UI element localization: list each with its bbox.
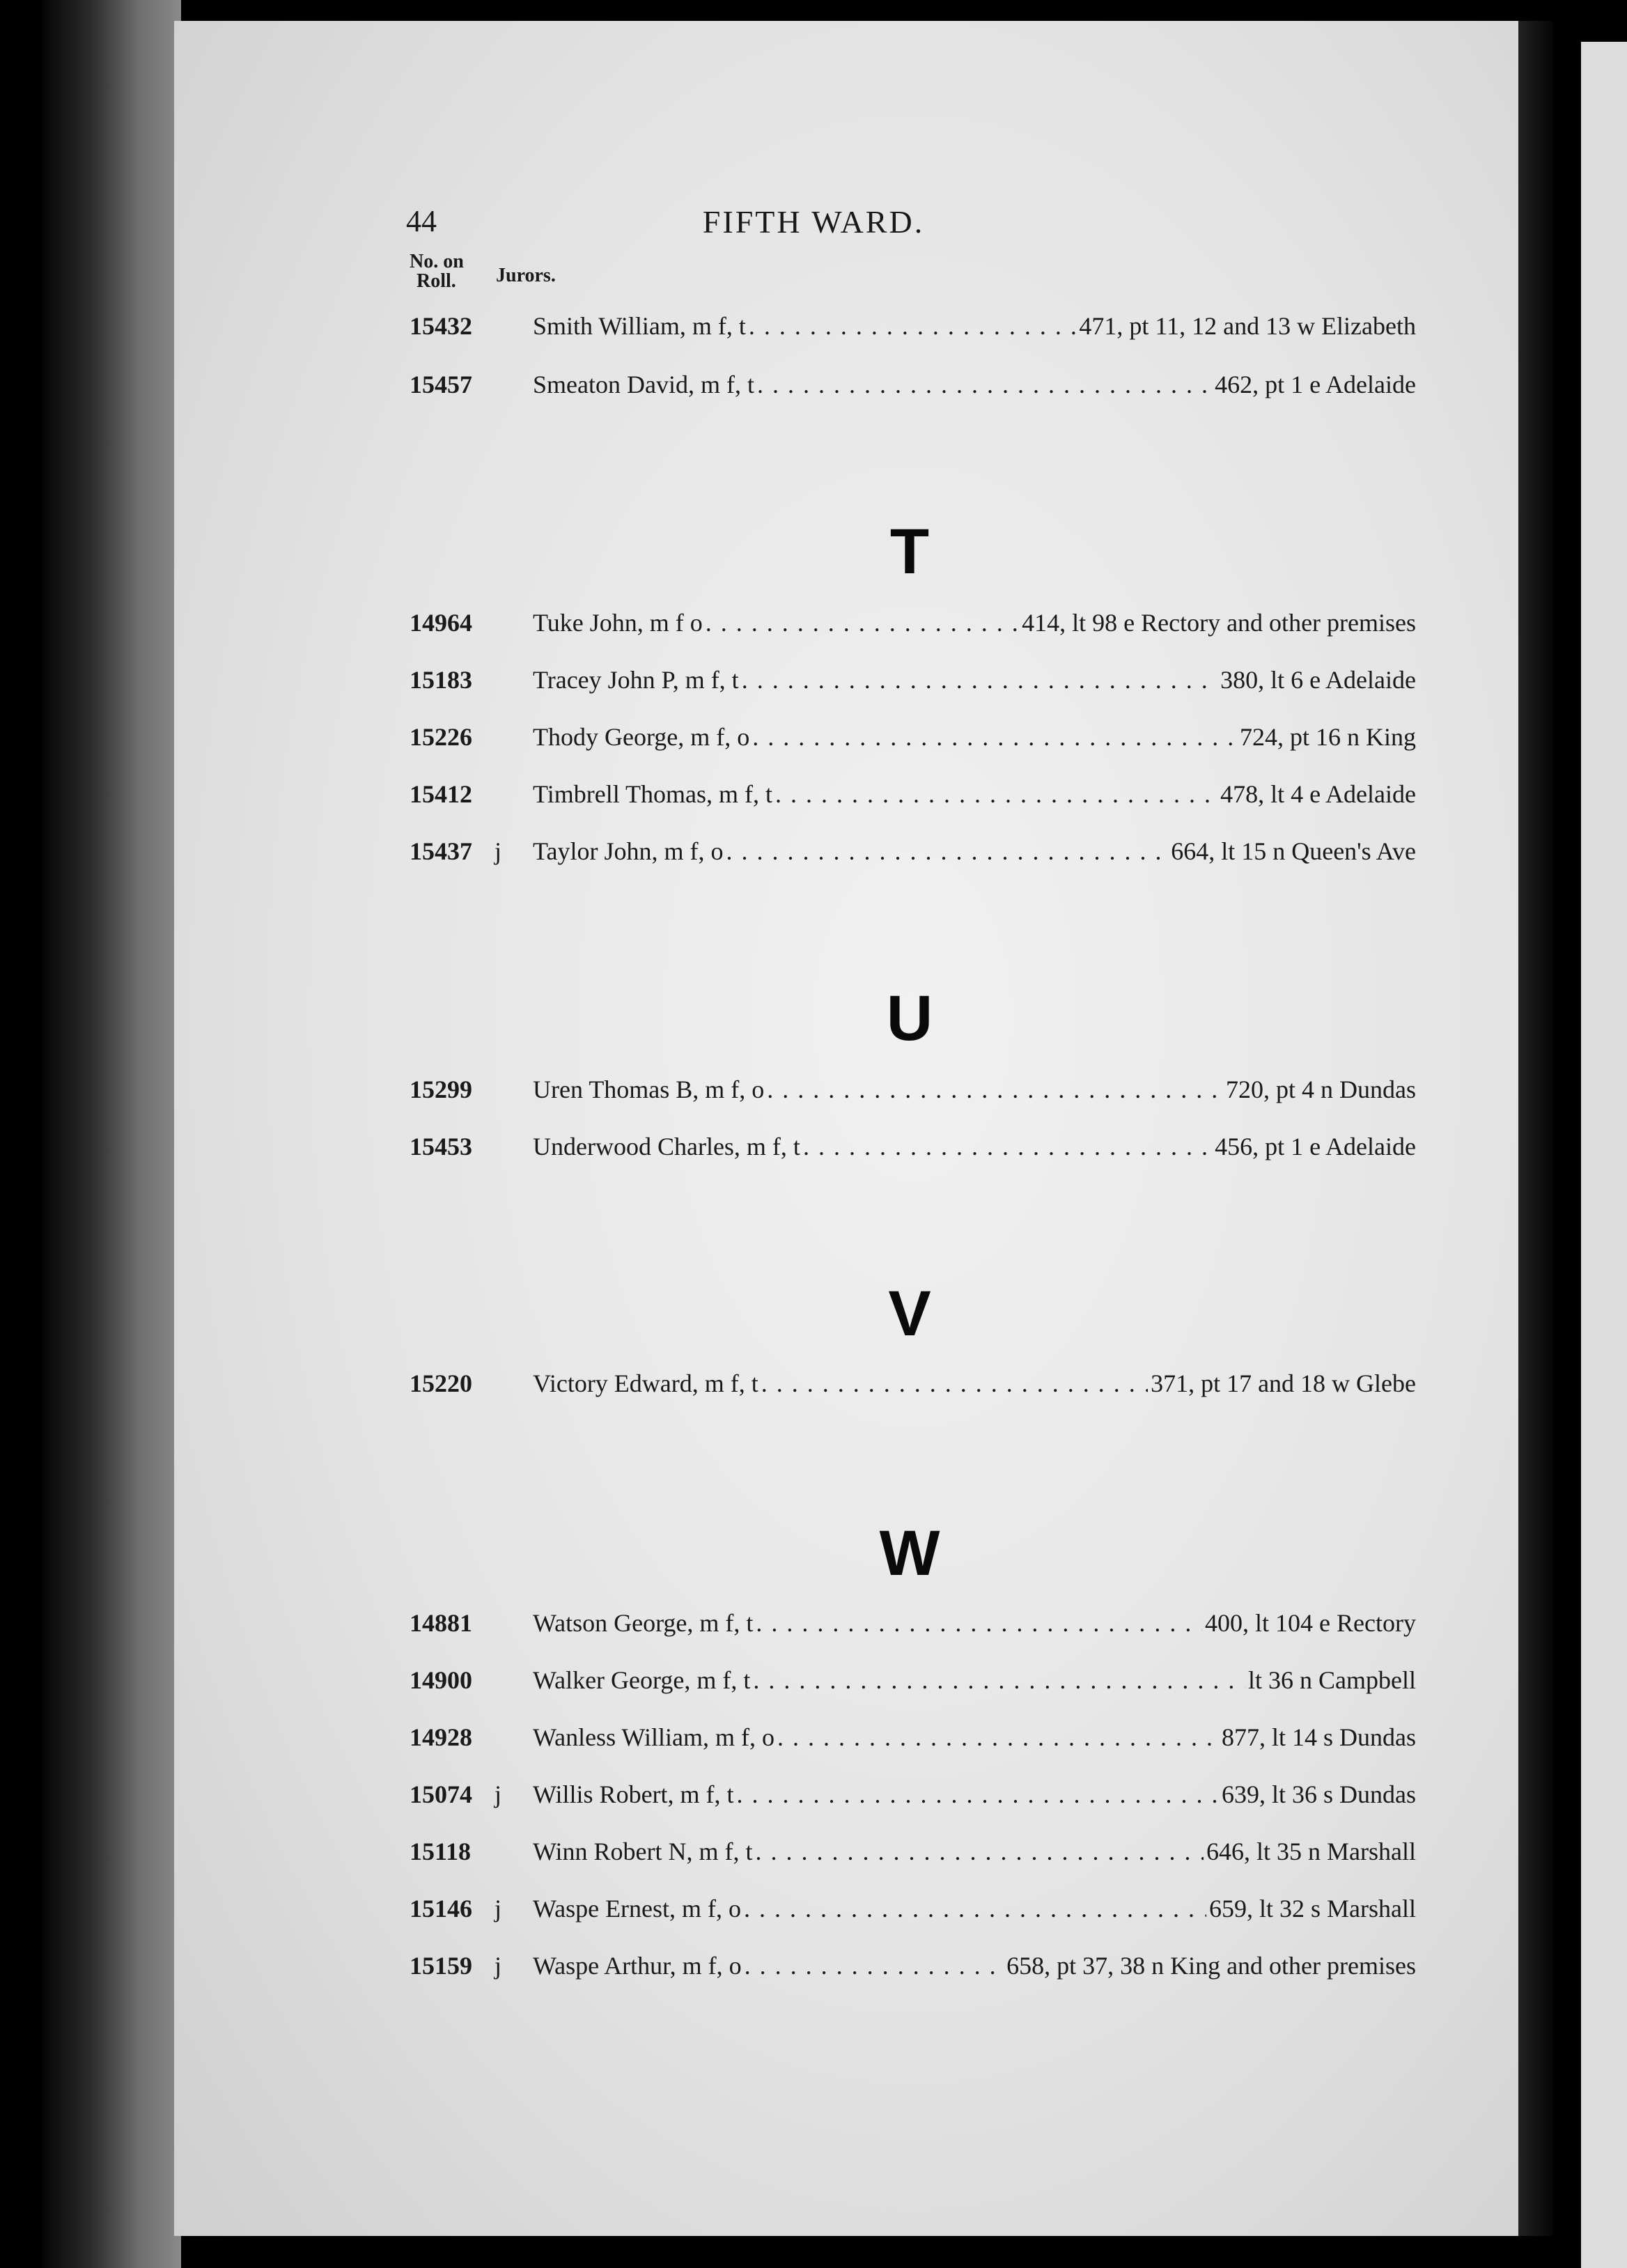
dot-leader	[737, 1775, 1219, 1814]
entry-line	[533, 1775, 1416, 1814]
elector-name: Tuke John, m f o	[533, 609, 703, 637]
elector-name: Winn Robert N, m f, t	[533, 1838, 753, 1865]
entry-line	[533, 1718, 1416, 1757]
property-description: 371, pt 17 and 18 w Glebe	[1151, 1369, 1416, 1397]
column-header-roll	[410, 252, 464, 291]
list-item	[0, 1946, 1627, 1985]
dot-leader	[749, 306, 1077, 345]
elector-name: Wanless William, m f, o	[533, 1723, 774, 1751]
list-item	[0, 1775, 1627, 1814]
property-description: 414, lt 98 e Rectory and other premises	[1022, 609, 1416, 637]
column-header-roll-line1: No. on	[410, 251, 464, 272]
property-description: lt 36 n Campbell	[1248, 1666, 1416, 1694]
property-description: 659, lt 32 s Marshall	[1209, 1895, 1416, 1923]
entry-line	[533, 1946, 1416, 1985]
entry-line	[533, 603, 1416, 642]
property-description: 720, pt 4 n Dundas	[1226, 1075, 1416, 1103]
roll-number: 15159	[410, 1952, 472, 1980]
list-item	[0, 603, 1627, 642]
roll-number: 15146	[410, 1895, 472, 1923]
entry-line	[533, 832, 1416, 871]
list-item	[0, 660, 1627, 699]
property-description: 456, pt 1 e Adelaide	[1215, 1133, 1416, 1160]
dot-leader	[744, 1889, 1206, 1928]
section-letter-u: U	[886, 983, 933, 1054]
dot-leader	[745, 1946, 1004, 1985]
list-item	[0, 1889, 1627, 1928]
list-item	[0, 306, 1627, 345]
roll-number: 15437	[410, 837, 472, 865]
elector-name: Smeaton David, m f, t	[533, 371, 754, 398]
entry-line	[533, 1070, 1416, 1109]
list-item	[0, 365, 1627, 404]
dot-leader	[753, 1661, 1245, 1700]
roll-number: 15226	[410, 723, 472, 751]
juror-flag: j	[495, 837, 502, 865]
page-title: FIFTH WARD.	[702, 204, 925, 240]
page-number: 44	[406, 204, 437, 238]
page-header	[0, 203, 1627, 245]
property-description: 724, pt 16 n King	[1239, 723, 1416, 751]
juror-flag: j	[495, 1895, 502, 1923]
entry-line	[533, 1603, 1416, 1642]
entry-line	[533, 1661, 1416, 1700]
elector-name: Walker George, m f, t	[533, 1666, 751, 1694]
list-item	[0, 717, 1627, 756]
elector-name: Willis Robert, m f, t	[533, 1780, 734, 1808]
roll-number: 15074	[410, 1780, 472, 1808]
list-item	[0, 1718, 1627, 1757]
column-header-jurors: Jurors.	[496, 265, 556, 286]
roll-number: 14900	[410, 1666, 472, 1694]
roll-number: 15457	[410, 371, 472, 398]
dot-leader	[803, 1127, 1212, 1166]
property-description: 658, pt 37, 38 n King and other premises	[1006, 1952, 1416, 1980]
elector-name: Smith William, m f, t	[533, 312, 746, 340]
roll-number: 14964	[410, 609, 472, 637]
entry-line	[533, 365, 1416, 404]
property-description: 877, lt 14 s Dundas	[1222, 1723, 1416, 1751]
dot-leader	[775, 775, 1217, 814]
property-description: 639, lt 36 s Dundas	[1222, 1780, 1416, 1808]
list-item	[0, 1661, 1627, 1700]
roll-number: 15183	[410, 666, 472, 694]
elector-name: Uren Thomas B, m f, o	[533, 1075, 765, 1103]
list-item	[0, 1364, 1627, 1403]
roll-number: 15220	[410, 1369, 472, 1397]
roll-number: 14881	[410, 1609, 472, 1637]
elector-name: Underwood Charles, m f, t	[533, 1133, 800, 1160]
roll-number: 15118	[410, 1838, 472, 1865]
dot-leader	[756, 1832, 1204, 1871]
list-item	[0, 1832, 1627, 1871]
column-header-roll-line2: Roll.	[417, 270, 456, 292]
dot-leader	[756, 1603, 1202, 1642]
dot-leader	[752, 717, 1237, 756]
elector-name: Victory Edward, m f, t	[533, 1369, 758, 1397]
list-item	[0, 1127, 1627, 1166]
elector-name: Watson George, m f, t	[533, 1609, 754, 1637]
property-description: 478, lt 4 e Adelaide	[1220, 780, 1416, 808]
dot-leader	[761, 1364, 1148, 1403]
list-item	[0, 832, 1627, 871]
entry-line	[533, 1889, 1416, 1928]
roll-number: 15432	[410, 312, 472, 340]
entry-line	[533, 306, 1416, 345]
list-item	[0, 1603, 1627, 1642]
dot-leader	[726, 832, 1168, 871]
elector-name: Taylor John, m f, o	[533, 837, 724, 865]
entry-line	[533, 1832, 1416, 1871]
dot-leader	[706, 603, 1019, 642]
dot-leader	[757, 365, 1212, 404]
elector-name: Waspe Arthur, m f, o	[533, 1952, 742, 1980]
entry-line	[533, 775, 1416, 814]
elector-name: Timbrell Thomas, m f, t	[533, 780, 773, 808]
list-item	[0, 1070, 1627, 1109]
elector-name: Waspe Ernest, m f, o	[533, 1895, 742, 1923]
juror-flag: j	[495, 1780, 502, 1808]
roll-number: 15412	[410, 780, 472, 808]
dot-leader	[742, 660, 1217, 699]
roll-number: 14928	[410, 1723, 472, 1751]
dot-leader	[767, 1070, 1223, 1109]
roll-number: 15299	[410, 1075, 472, 1103]
entry-line	[533, 1364, 1416, 1403]
elector-name: Thody George, m f, o	[533, 723, 750, 751]
property-description: 471, pt 11, 12 and 13 w Elizabeth	[1079, 312, 1416, 340]
property-description: 462, pt 1 e Adelaide	[1215, 371, 1416, 398]
dot-leader	[777, 1718, 1219, 1757]
entry-line	[533, 717, 1416, 756]
property-description: 380, lt 6 e Adelaide	[1220, 666, 1416, 694]
list-item	[0, 775, 1627, 814]
section-letter-v: V	[888, 1278, 931, 1349]
property-description: 646, lt 35 n Marshall	[1206, 1838, 1416, 1865]
roll-number: 15453	[410, 1133, 472, 1160]
entry-line	[533, 1127, 1416, 1166]
elector-name: Tracey John P, m f, t	[533, 666, 739, 694]
property-description: 400, lt 104 e Rectory	[1205, 1609, 1416, 1637]
section-letter-t: T	[889, 516, 930, 587]
entry-line	[533, 660, 1416, 699]
section-letter-w: W	[879, 1518, 940, 1589]
property-description: 664, lt 15 n Queen's Ave	[1171, 837, 1416, 865]
juror-flag: j	[495, 1952, 502, 1980]
